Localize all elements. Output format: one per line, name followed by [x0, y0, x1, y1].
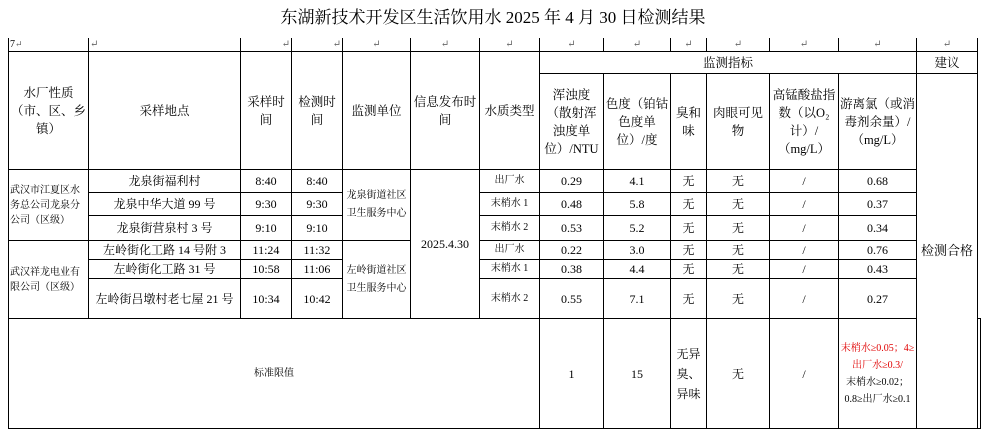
sample-time: 10:34	[241, 279, 292, 319]
sample-site: 龙泉街福利村	[89, 170, 241, 193]
water-type: 末梢水 1	[480, 193, 540, 216]
sample-time: 10:58	[241, 260, 292, 279]
test-time: 11:06	[292, 260, 343, 279]
cod-value: /	[770, 216, 839, 241]
limit-chlorine-black: 末梢水≥0.02；0.8≥出厂水≥0.1	[844, 376, 911, 405]
limits-label: 标准限值	[9, 319, 540, 429]
chlorine-value: 0.68	[839, 170, 917, 193]
visible-value: 无	[707, 170, 770, 193]
odor-value: 无	[671, 170, 707, 193]
visible-value: 无	[707, 193, 770, 216]
header-row-1	[9, 52, 981, 74]
turbidity-value: 0.29	[540, 170, 604, 193]
sample-site: 左岭街吕墩村老七屋 21 号	[89, 279, 241, 319]
water-type: 出厂水	[480, 170, 540, 193]
turbidity-value: 0.48	[540, 193, 604, 216]
visible-value: 无	[707, 241, 770, 260]
limits-row	[9, 319, 981, 429]
test-time: 9:30	[292, 193, 343, 216]
test-time: 9:10	[292, 216, 343, 241]
color-value: 4.4	[604, 260, 671, 279]
limit-visible: 无	[707, 319, 770, 429]
advice-value: 检测合格	[917, 74, 978, 429]
plant-name: 武汉祥龙电业有限公司（区级）	[9, 241, 89, 319]
cod-value: /	[770, 241, 839, 260]
odor-value: 无	[671, 260, 707, 279]
odor-value: 无	[671, 279, 707, 319]
header-color: 色度（铂钴色度单位）/度	[604, 74, 671, 170]
test-time: 10:42	[292, 279, 343, 319]
color-value: 5.2	[604, 216, 671, 241]
header-plant-type: 水厂性质（市、区、乡镇）	[9, 52, 89, 170]
test-time: 11:32	[292, 241, 343, 260]
visible-value: 无	[707, 216, 770, 241]
visible-value: 无	[707, 279, 770, 319]
water-type: 末梢水 1	[480, 260, 540, 279]
turbidity-value: 0.38	[540, 260, 604, 279]
chlorine-value: 0.37	[839, 193, 917, 216]
header-advice: 建议	[917, 52, 978, 74]
header-water-type: 水质类型	[480, 52, 540, 170]
sample-time: 9:10	[241, 216, 292, 241]
page-title: 东湖新技术开发区生活饮用水 2025 年 4 月 30 日检测结果	[280, 8, 706, 27]
table-row	[9, 279, 981, 319]
header-cod: 高锰酸盐指数（以O₂计）/（mg/L）	[770, 74, 839, 170]
limit-odor: 无异臭、异味	[671, 319, 707, 429]
sample-site: 左岭街化工路 14 号附 3	[89, 241, 241, 260]
sample-site: 龙泉街营泉村 3 号	[89, 216, 241, 241]
limit-chlorine	[839, 319, 917, 429]
header-sample-time: 采样时间	[241, 52, 292, 170]
odor-value: 无	[671, 241, 707, 260]
water-type: 出厂水	[480, 241, 540, 260]
sample-site: 龙泉中华大道 99 号	[89, 193, 241, 216]
turbidity-value: 0.22	[540, 241, 604, 260]
limit-color: 15	[604, 319, 671, 429]
chlorine-value: 0.27	[839, 279, 917, 319]
test-unit: 龙泉街道社区卫生服务中心	[343, 170, 411, 241]
chlorine-value: 0.43	[839, 260, 917, 279]
limit-cod: /	[770, 319, 839, 429]
chlorine-value: 0.34	[839, 216, 917, 241]
water-type: 末梢水 2	[480, 279, 540, 319]
sample-time: 11:24	[241, 241, 292, 260]
header-turbidity: 浑浊度（散射浑浊度单位）/NTU	[540, 74, 604, 170]
sample-time: 9:30	[241, 193, 292, 216]
odor-value: 无	[671, 193, 707, 216]
publish-date: 2025.4.30	[411, 170, 480, 319]
color-value: 4.1	[604, 170, 671, 193]
table-row	[9, 216, 981, 241]
color-value: 3.0	[604, 241, 671, 260]
table-row	[9, 193, 981, 216]
plant-name: 武汉市江夏区水务总公司龙泉分公司（区级）	[9, 170, 89, 241]
sample-site: 左岭街化工路 31 号	[89, 260, 241, 279]
header-visible: 肉眼可见物	[707, 74, 770, 170]
turbidity-value: 0.53	[540, 216, 604, 241]
chlorine-value: 0.76	[839, 241, 917, 260]
cod-value: /	[770, 193, 839, 216]
header-indicators-group: 监测指标	[540, 52, 917, 74]
cod-value: /	[770, 260, 839, 279]
visible-value: 无	[707, 260, 770, 279]
marker-cell: 7↵	[9, 38, 89, 52]
table-row	[9, 241, 981, 260]
color-value: 7.1	[604, 279, 671, 319]
test-time: 8:40	[292, 170, 343, 193]
turbidity-value: 0.55	[540, 279, 604, 319]
color-value: 5.8	[604, 193, 671, 216]
limits-advice-cell	[978, 319, 981, 429]
header-odor: 臭和味	[671, 74, 707, 170]
table-row	[9, 260, 981, 279]
top-marker-row: 7↵ ↵ ↵ ↵ ↵ ↵ ↵ ↵ ↵ ↵ ↵ ↵ ↵ ↵	[9, 38, 981, 52]
sample-time: 8:40	[241, 170, 292, 193]
results-table	[8, 38, 981, 429]
table-row	[9, 170, 981, 193]
water-type: 末梢水 2	[480, 216, 540, 241]
cod-value: /	[770, 279, 839, 319]
test-unit: 左岭街道社区卫生服务中心	[343, 241, 411, 319]
header-chlorine: 游离氯（或消毒剂余量）/（mg/L）	[839, 74, 917, 170]
odor-value: 无	[671, 216, 707, 241]
cod-value: /	[770, 170, 839, 193]
limit-chlorine-red: 末梢水≥0.05；4≥出厂水≥0.3/	[840, 342, 915, 371]
header-test-time: 检测时间	[292, 52, 343, 170]
header-test-unit: 监测单位	[343, 52, 411, 170]
limit-turbidity: 1	[540, 319, 604, 429]
header-publish-time: 信息发布时间	[411, 52, 480, 170]
header-sample-site: 采样地点	[89, 52, 241, 170]
